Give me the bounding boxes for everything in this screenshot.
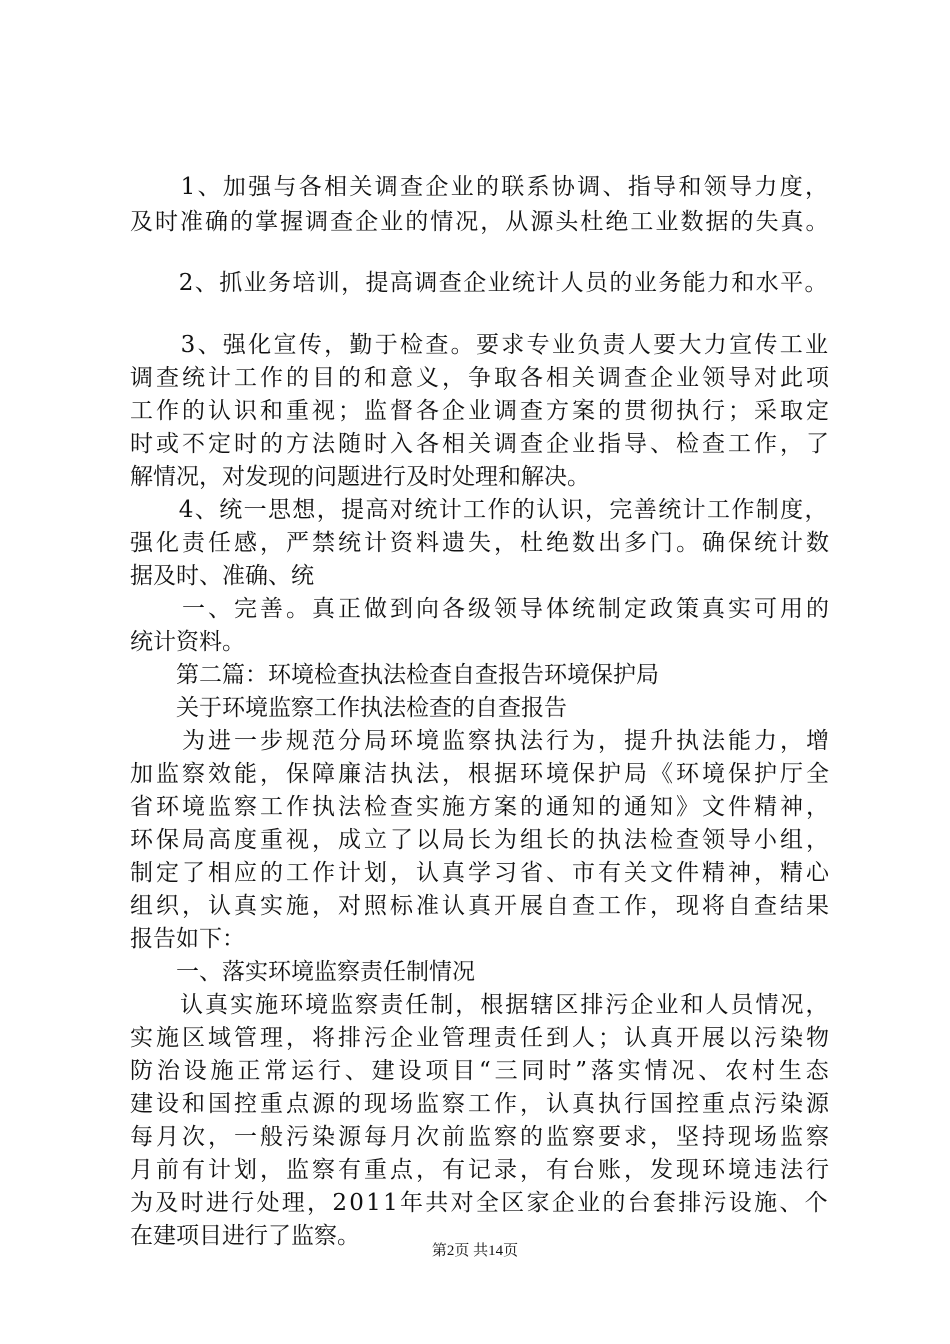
report-title-line: 关于环境监察工作执法检查的自查报告 [130,695,567,721]
section-heading-1-line: 一、落实环境监察责任制情况 [130,959,475,985]
para-3-line: 工作的认识和重视；监督各企业调查方案的贯彻执行；采取定 [130,398,832,424]
para-2-line: 2、抓业务培训，提高调查企业统计人员的业务能力和水平。 [130,270,829,296]
para-7-line: 认真实施环境监察责任制，根据辖区排污企业和人员情况， [130,992,831,1018]
para-6-line: 组织，认真实施，对照标准认真开展自查工作，现将自查结果 [130,893,832,919]
page-footer: 第2页 共14页 [431,1243,519,1259]
para-6-line: 制定了相应的工作计划，认真学习省、市有关文件精神，精心 [130,860,832,886]
para-6-line: 环保局高度重视，成立了以局长为组长的执法检查领导小组， [130,827,832,853]
para-6-line: 加监察效能，保障廉洁执法，根据环境保护局《环境保护厅全 [130,761,832,787]
para-1-line: 1、加强与各相关调查企业的联系协调、指导和领导力度， [130,174,831,200]
para-4-line: 据及时、准确、统 [130,563,314,589]
para-7-line: 在建项目进行了监察。 [130,1223,360,1249]
para-5-line: 统计资料。 [130,629,245,655]
para-7-line: 每月次，一般污染源每月次前监察的监察要求，坚持现场监察 [130,1124,832,1150]
para-6-line: 报告如下： [130,926,245,952]
para-6-line: 省环境监察工作执法检查实施方案的通知的通知》文件精神， [130,794,832,820]
para-5-line: 一、完善。真正做到向各级领导体统制定政策真实可用的 [130,596,832,622]
para-1-line: 及时准确的掌握调查企业的情况，从源头杜绝工业数据的失真。 [130,209,831,235]
para-3-line: 3、强化宣传，勤于检查。要求专业负责人要大力宣传工业 [130,332,831,358]
section-title-line: 第二篇：环境检查执法检查自查报告环境保护局 [130,662,659,688]
para-3-line: 解情况，对发现的问题进行及时处理和解决。 [130,464,590,490]
para-7-line: 为及时进行处理，2011年共对全区家企业的台套排污设施、个 [130,1190,830,1216]
para-4-line: 4、统一思想，提高对统计工作的认识，完善统计工作制度， [130,497,829,523]
para-7-line: 实施区域管理，将排污企业管理责任到人；认真开展以污染物 [130,1025,832,1051]
para-3-line: 调查统计工作的目的和意义，争取各相关调查企业领导对此项 [130,365,832,391]
para-4-line: 强化责任感，严禁统计资料遗失，杜绝数出多门。确保统计数 [130,530,832,556]
para-3-line: 时或不定时的方法随时入各相关调查企业指导、检查工作，了 [130,431,832,457]
para-7-line: 建设和国控重点源的现场监察工作，认真执行国控重点污染源 [130,1091,832,1117]
para-7-line: 防治设施正常运行、建设项目“三同时”落实情况、农村生态 [130,1058,833,1084]
para-6-line: 为进一步规范分局环境监察执法行为，提升执法能力，增 [130,728,832,754]
para-7-line: 月前有计划，监察有重点，有记录，有台账，发现环境违法行 [130,1157,832,1183]
